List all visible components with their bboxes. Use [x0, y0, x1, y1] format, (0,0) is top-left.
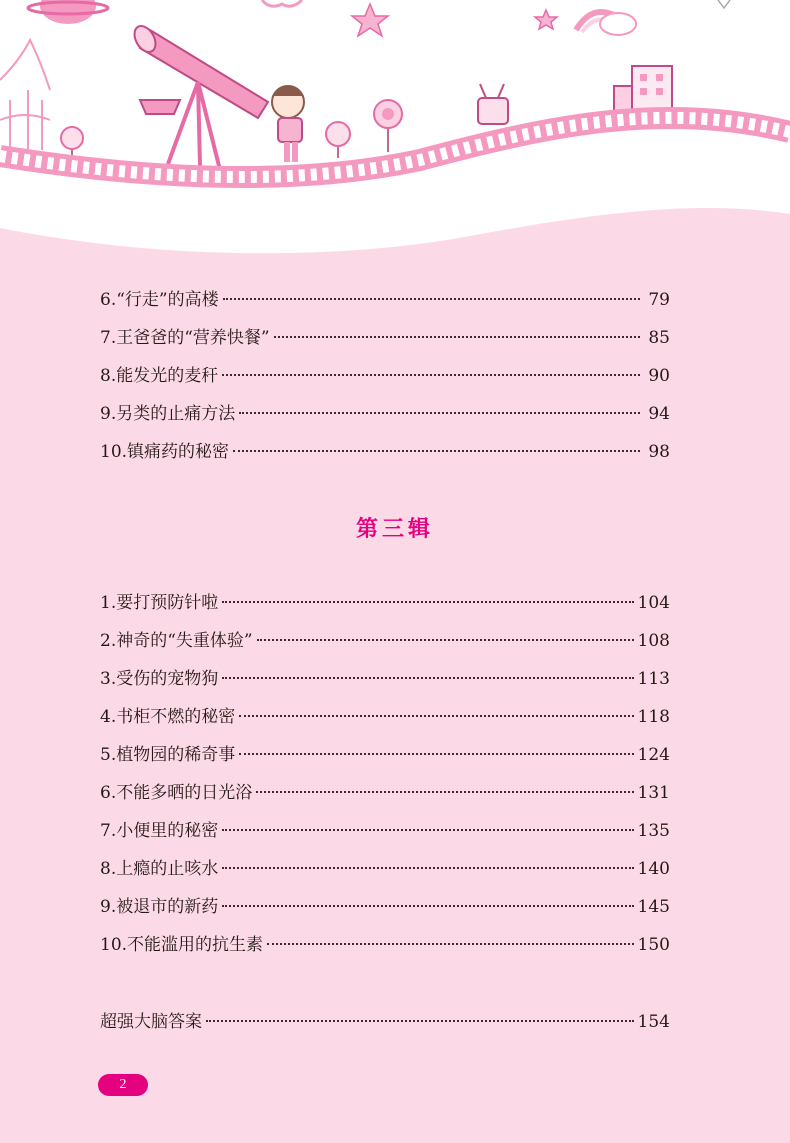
leader-dots — [256, 790, 633, 793]
toc-entry-page: 140 — [637, 859, 670, 879]
star-icon — [352, 4, 388, 36]
tree-icon — [326, 122, 350, 158]
toc-entry-title: 超强大脑答案 — [100, 1012, 202, 1032]
toc-entry-page: 154 — [637, 1012, 670, 1032]
toc-entry[interactable] — [100, 926, 670, 964]
rainbow-icon — [576, 12, 636, 35]
leader-dots — [233, 449, 640, 452]
toc-entry-page: 85 — [648, 328, 670, 348]
toc-answers — [100, 1003, 670, 1041]
toc-entry-title: 6.不能多晒的日光浴 — [100, 783, 253, 803]
toc-entry-page: 145 — [637, 897, 670, 917]
toc-entry[interactable] — [100, 319, 670, 357]
toc-entry-page: 150 — [637, 935, 670, 955]
toc-entry[interactable] — [100, 850, 670, 888]
toc-entry-title: 7.王爸爸的“营养快餐” — [100, 328, 270, 348]
toc-entry-title: 8.能发光的麦秆 — [100, 366, 219, 386]
leader-dots — [222, 600, 633, 603]
toc-entry-page: 135 — [637, 821, 670, 841]
leader-dots — [222, 676, 633, 679]
leader-dots — [206, 1019, 634, 1022]
toc-entry[interactable] — [100, 774, 670, 812]
toc-entry-title: 7.小便里的秘密 — [100, 821, 219, 841]
toc-entry-title: 9.被退市的新药 — [100, 897, 219, 917]
toc-entry[interactable] — [100, 395, 670, 433]
toc-entry-page: 131 — [637, 783, 670, 803]
toc-entry-page: 94 — [648, 404, 670, 424]
toc-entry-page: 124 — [637, 745, 670, 765]
toc-part2-continued — [100, 281, 670, 471]
toc-entry-title: 10.不能滥用的抗生素 — [100, 935, 264, 955]
flower-icon — [374, 100, 402, 152]
toc-entry[interactable] — [100, 281, 670, 319]
toc-entry-title: 2.神奇的“失重体验” — [100, 631, 253, 651]
toc-entry[interactable] — [100, 622, 670, 660]
toc-entry-title: 3.受伤的宠物狗 — [100, 669, 219, 689]
toc-entry[interactable] — [100, 888, 670, 926]
leader-dots — [222, 904, 633, 907]
leader-dots — [222, 828, 633, 831]
toc-entry-title: 4.书柜不燃的秘密 — [100, 707, 236, 727]
leader-dots — [239, 411, 640, 414]
toc-entry[interactable] — [100, 357, 670, 395]
toc-entry[interactable] — [100, 812, 670, 850]
toc-entry-page: 113 — [637, 669, 670, 689]
page-number-badge: 2 — [98, 1074, 148, 1096]
toc-entry-page: 108 — [637, 631, 670, 651]
toc-entry-page: 79 — [648, 290, 670, 310]
leader-dots — [257, 638, 634, 641]
toc-entry[interactable] — [100, 433, 670, 471]
leader-dots — [222, 866, 633, 869]
star-icon — [535, 10, 557, 29]
toc-entry-title: 1.要打预防针啦 — [100, 593, 219, 613]
toc-entry[interactable] — [100, 584, 670, 622]
telescope-icon — [130, 22, 268, 170]
toc-entry-title: 5.植物园的稀奇事 — [100, 745, 236, 765]
cloud-icon — [262, 0, 302, 6]
toc-entry[interactable] — [100, 698, 670, 736]
building-sketch — [0, 40, 50, 150]
house-icon — [614, 66, 672, 114]
leader-dots — [222, 373, 640, 376]
leader-dots — [267, 942, 634, 945]
toc-entry-title: 6.“行走”的高楼 — [100, 290, 219, 310]
section-heading: 第三辑 — [355, 517, 434, 542]
toc-section3 — [100, 584, 670, 964]
planet-icon — [28, 0, 108, 24]
toc-entry[interactable] — [100, 1003, 670, 1041]
toc-entry-page: 98 — [648, 442, 670, 462]
header-illustration — [0, 0, 790, 260]
toc-entry-title: 10.镇痛药的秘密 — [100, 442, 230, 462]
toc-entry[interactable] — [100, 736, 670, 774]
child-figure — [272, 86, 304, 162]
toc-entry-page: 104 — [637, 593, 670, 613]
tv-icon — [478, 84, 508, 124]
leader-dots — [274, 335, 640, 338]
toc-entry-title: 8.上瘾的止咳水 — [100, 859, 219, 879]
leader-dots — [223, 297, 640, 300]
toc-entry-title: 9.另类的止痛方法 — [100, 404, 236, 424]
toc-entry-page: 90 — [648, 366, 670, 386]
toc-entry[interactable] — [100, 660, 670, 698]
toc-entry-page: 118 — [637, 707, 670, 727]
leader-dots — [239, 714, 633, 717]
leader-dots — [239, 752, 633, 755]
